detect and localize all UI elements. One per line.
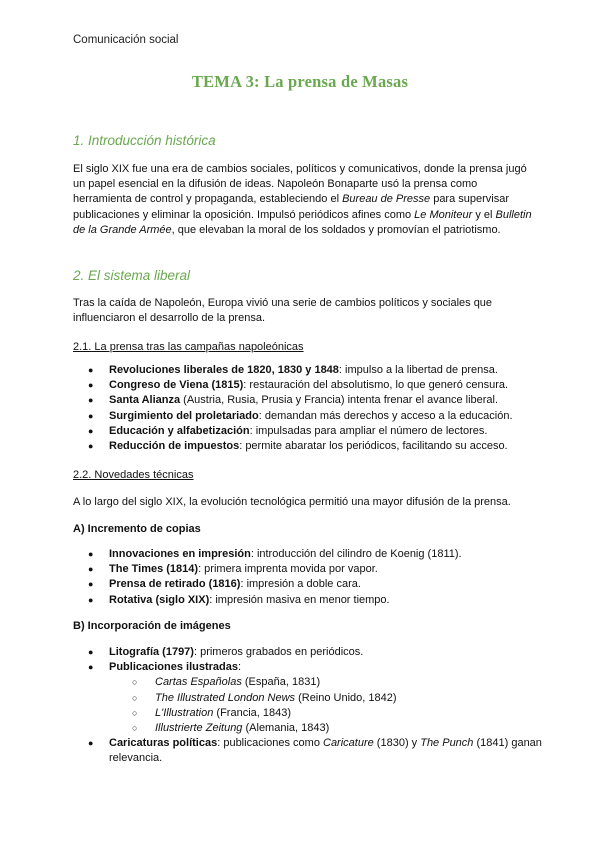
item-italic: The Illustrated London News bbox=[155, 691, 296, 704]
item-text: (Alemania, 1843) bbox=[242, 722, 330, 735]
bullet-disc-icon: ● bbox=[88, 549, 94, 559]
item-italic: L'Illustration bbox=[155, 706, 214, 719]
list-item bbox=[73, 409, 543, 424]
item-bold: Publicaciones ilustradas bbox=[109, 661, 238, 674]
list-item bbox=[73, 660, 543, 736]
bullet-disc-icon: ● bbox=[88, 647, 94, 657]
list-item bbox=[73, 547, 543, 562]
item-bold: Rotativa (siglo XIX) bbox=[109, 593, 210, 606]
item-bold: The Times (1814) bbox=[109, 563, 199, 576]
item-text: : permite abaratar los periódicos, facilitando su acceso. bbox=[239, 440, 508, 453]
bullet-disc-icon: ● bbox=[88, 594, 94, 605]
list-a bbox=[73, 547, 543, 608]
text-run: para supervisar publicaciones y eliminar la oposición. Impulsó periódicos afines como bbox=[73, 193, 510, 221]
item-text: : restauración del absolutismo, lo que generó censura. bbox=[243, 379, 509, 392]
item-bold: Surgimiento del proletariado bbox=[109, 409, 259, 422]
list-2-1 bbox=[73, 363, 543, 454]
item-text: : publicaciones como bbox=[217, 737, 323, 750]
item-text: : impulsadas para ampliar el número de lectores. bbox=[249, 424, 488, 437]
list-item bbox=[73, 577, 543, 592]
bullet-circle-icon: ○ bbox=[132, 723, 138, 734]
item-text: (España, 1831) bbox=[241, 676, 321, 689]
item-bold: Reducción de impuestos bbox=[109, 440, 240, 453]
bullet-disc-icon: ● bbox=[88, 380, 94, 391]
nested-list-item bbox=[109, 675, 543, 690]
bullet-disc-icon: ● bbox=[88, 579, 94, 590]
list-item bbox=[73, 378, 543, 393]
page-title: TEMA 3: La prensa de Masas bbox=[191, 72, 409, 91]
item-text: (1830) y bbox=[373, 737, 421, 750]
item-bold: Litografía (1797) bbox=[109, 646, 194, 658]
item-bold: Educación y alfabetización bbox=[109, 424, 250, 437]
italic-bulletin: Bulletin de la Grande Armée bbox=[73, 208, 532, 236]
heading-b: B) Incorporación de imágenes bbox=[73, 620, 231, 632]
list-item bbox=[73, 424, 543, 439]
item-text: (Reino Unido, 1842) bbox=[295, 691, 397, 704]
section-1-paragraph bbox=[73, 162, 533, 238]
page-header: Comunicación social bbox=[73, 34, 179, 46]
italic-bureau: Bureau de Presse bbox=[342, 193, 431, 206]
section-2-intro: Tras la caída de Napoleón, Europa vivió una serie de cambios políticos y sociales que influenciaron el desarrollo de la prensa. bbox=[73, 297, 493, 325]
bullet-disc-icon: ● bbox=[88, 564, 94, 575]
italic-moniteur: Le Moniteur bbox=[414, 208, 473, 221]
list-item bbox=[73, 562, 543, 577]
heading-a: A) Incremento de copias bbox=[73, 523, 201, 535]
item-bold: Prensa de retirado (1816) bbox=[109, 578, 241, 591]
nested-list-item bbox=[109, 721, 543, 736]
bullet-disc-icon: ● bbox=[88, 395, 94, 406]
item-text: : primera imprenta movida por vapor. bbox=[198, 563, 378, 576]
nested-list-item bbox=[109, 706, 543, 721]
list-item bbox=[73, 593, 543, 608]
item-bold: Congreso de Viena (1815) bbox=[109, 379, 244, 392]
item-text: (Austria, Rusia, Prusia y Francia) intenta frenar el avance liberal. bbox=[180, 394, 499, 407]
item-italic: The Punch bbox=[420, 737, 474, 750]
section-2-heading: 2. El sistema liberal bbox=[73, 268, 191, 283]
section-2-2-intro: A lo largo del siglo XIX, la evolución tecnológica permitió una mayor difusión de la prensa. bbox=[73, 496, 511, 508]
subsection-2-2-heading: 2.2. Novedades técnicas bbox=[73, 469, 194, 481]
bullet-disc-icon: ● bbox=[88, 425, 94, 436]
item-italic: Caricature bbox=[323, 737, 374, 750]
item-bold: Santa Alianza bbox=[109, 394, 181, 407]
list-item bbox=[73, 736, 543, 766]
bullet-disc-icon: ● bbox=[88, 365, 94, 375]
bullet-disc-icon: ● bbox=[88, 662, 94, 673]
bullet-disc-icon: ● bbox=[88, 410, 94, 421]
item-bold: Innovaciones en impresión bbox=[109, 548, 251, 560]
subsection-2-1-heading: 2.1. La prensa tras las campañas napoleónicas bbox=[73, 341, 304, 353]
text-run: El siglo XIX fue una era de cambios sociales, políticos y comunicativos, donde la prensa jugó un papel esencial en la difusión de ideas. Napoleón Bonaparte usó la prensa como herramienta de control y propaganda, estableciendo el bbox=[73, 163, 527, 206]
item-bold: Caricaturas políticas bbox=[109, 737, 218, 750]
text-run: y el bbox=[472, 208, 496, 221]
item-text: (Francia, 1843) bbox=[213, 706, 292, 719]
item-text: : bbox=[238, 661, 242, 674]
item-text: : demandan más derechos y acceso a la educación. bbox=[258, 409, 513, 422]
section-1-heading: 1. Introducción histórica bbox=[73, 133, 216, 148]
bullet-circle-icon: ○ bbox=[132, 677, 138, 688]
list-item bbox=[73, 439, 543, 454]
item-bold: Revoluciones liberales de 1820, 1830 y 1848 bbox=[109, 364, 339, 376]
list-b bbox=[73, 645, 543, 767]
bullet-circle-icon: ○ bbox=[132, 692, 138, 703]
item-text: : impulso a la libertad de prensa. bbox=[338, 364, 498, 376]
item-text: (1841) ganan relevancia. bbox=[109, 737, 542, 765]
bullet-disc-icon: ● bbox=[88, 738, 94, 749]
bullet-disc-icon: ● bbox=[88, 441, 94, 452]
item-italic: Illustrierte Zeitung bbox=[155, 722, 243, 735]
list-item bbox=[73, 645, 543, 660]
list-item bbox=[73, 393, 543, 408]
list-item bbox=[73, 363, 543, 378]
item-text: : primeros grabados en periódicos. bbox=[193, 646, 364, 658]
item-italic: Cartas Españolas bbox=[155, 676, 242, 689]
bullet-circle-icon: ○ bbox=[132, 707, 138, 718]
item-text: : impresión a doble cara. bbox=[240, 578, 361, 591]
text-run: , que elevaban la moral de los soldados y promovían el patriotismo. bbox=[171, 223, 501, 236]
item-text: : impresión masiva en menor tiempo. bbox=[209, 593, 390, 606]
nested-list-item bbox=[109, 691, 543, 706]
nested-list bbox=[109, 675, 543, 736]
item-text: : introducción del cilindro de Koenig (1811). bbox=[250, 548, 462, 560]
